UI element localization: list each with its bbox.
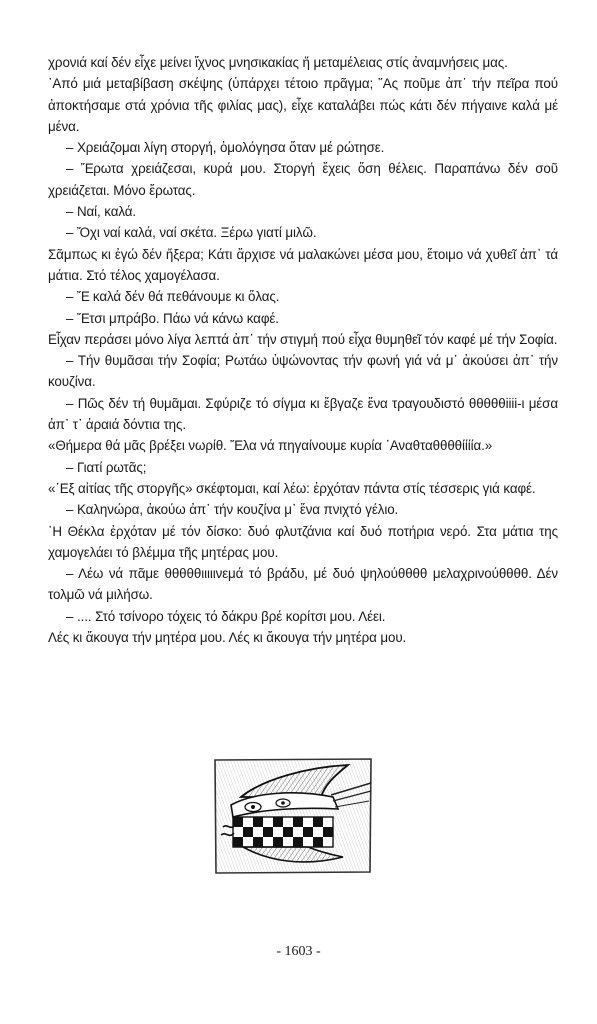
page-number: - 1603 - [276, 944, 321, 959]
paragraph: ᾿Από μιά μεταβίβαση σκέψης (ὑπάρχει τέτοιο πρᾶγμα; ῞Ας ποῦμε ἀπ᾿ τήν πεῖρα πού ἀποκτήσαμε στά χρόνια τῆς φιλίας μας), εἶχε καταλάβει πώς κάτι δέν πήγαινε καλά μέ μένα. [48, 76, 558, 134]
dialogue-line: – Πῶς δέν τή θυμᾶμαι. Σφύριζε τό σίγμα κι ἔβγαζε ἕνα τραγουδιστό θθθθθiiii-ι μέσα ἀπ᾿ τ᾿ ἀραιά δόντια της. [48, 395, 558, 433]
dialogue-line: – .... Στό τσίνορο τόχεις τό δάκρυ βρέ κορίτσι μου. Λέει. [66, 608, 386, 624]
paragraph: Εἶχαν περάσει μόνο λίγα λεπτά ἀπ᾿ τήν στιγμή πού εἶχα θυμηθεῖ τόν καφέ μέ τήν Σοφία. [48, 331, 558, 347]
dialogue-line: – Τήν θυμᾶσαι τήν Σοφία; Ρωτάω ὑψώνοντας τήν φωνή γιά νά μ᾿ ἀκούσει ἀπ᾿ τήν κουζίνα. [48, 353, 558, 390]
dialogue-line: – Ὄχι ναί καλά, ναί σκέτα. Ξέρω γιατί μιλῶ. [66, 225, 317, 241]
dialogue-line: – Ἔ καλά δέν θά πεθάνουμε κι ὅλας. [66, 289, 280, 305]
body-text [48, 52, 558, 648]
dialogue-line: – Ἔρωτα χρειάζεσαι, κυρά μου. Στοργή ἔχεις ὅση θέλεις. Παραπάνω δέν σοῦ χρειάζεται. Μόνο ἔρωτας. [48, 161, 558, 198]
dialogue-line: – Ἔτσι μπράβο. Πάω νά κάνω καφέ. [66, 310, 279, 326]
paragraph: Σᾶμπως κι ἐγώ δέν ἤξερα; Κάτι ἄρχισε νά μαλακώνει μέσα μου, ἕτοιμο νά χυθεῖ ἀπ᾿ τά μάτια. Στό τέλος χαμογέλασα. [48, 246, 558, 283]
dialogue-line: – Καληνώρα, ἀκούω ἀπ᾿ τήν κουζίνα μ᾿ ἕνα πνιχτό γέλιο. [66, 502, 399, 518]
paragraph: Λές κι ἄκουγα τήν μητέρα μου. Λές κι ἄκουγα τήν μητέρα μου. [48, 630, 407, 646]
paragraph: «᾿Εξ αἰτίας τῆς στοργῆς» σκέφτομαι, καί λέω: ἐρχόταν πάντα στίς τέσσερις γιά καφέ. [48, 480, 536, 496]
dialogue-line: – Γιατί ρωτᾶς; [66, 459, 147, 475]
paragraph: χρονιά καί δέν εἶχε μείνει ἴχνος μνησικακίας ἤ μεταμέλειας στίς ἀναμνήσεις μας. [48, 55, 508, 70]
dialogue-line: – Χρειάζομαι λίγη στοργή, ὁμολόγησα ὅταν μέ ρώτησε. [66, 140, 385, 156]
paragraph: ῾Η Θέκλα ἐρχόταν μέ τόν δίσκο: δυό φλυτζάνια καί δυό ποτήρια νερό. Στα μάτια της χαμογελάει τό βλέμμα τῆς μητέρας μου. [48, 523, 558, 560]
dialogue-line: – Λέω νά πᾶμε θθθθθιιιιινεμά τό βράδυ, μέ δυό ψηλούθθθθ μελαχρινούθθθθ. Δέν τολμῶ νά μιλήσω. [48, 566, 558, 603]
fish-drawing-illustration [213, 757, 373, 875]
checker-pattern [233, 817, 333, 847]
dialogue-line: – Ναί, καλά. [66, 204, 137, 220]
quote-line: «Θήμερα θά μᾶς βρέξει νωρίθ. Ἔλα νά πηγαίνουμε κυρία ᾿Αναθταθθθθίίίία.» [48, 438, 493, 454]
